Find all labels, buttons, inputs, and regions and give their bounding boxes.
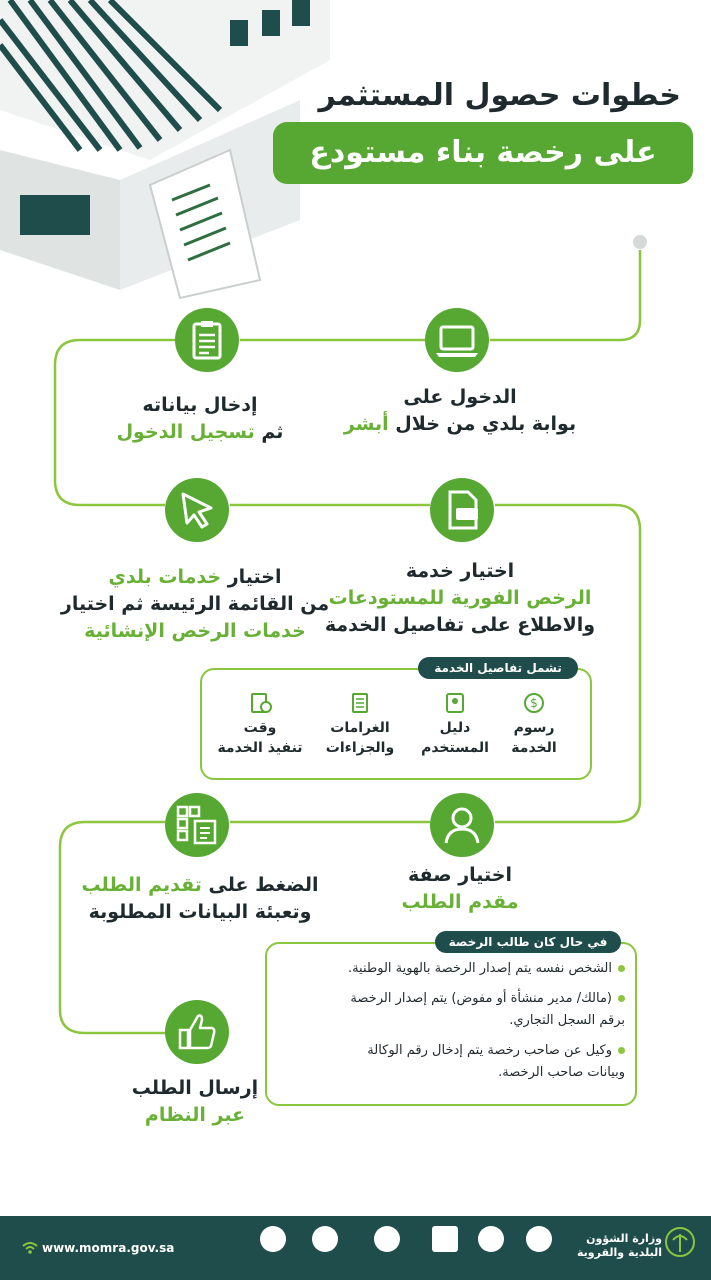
cursor-icon (165, 478, 229, 542)
palm-emblem-icon (665, 1226, 695, 1260)
svg-text:$: $ (530, 696, 538, 710)
list-item: الشخص نفسه يتم إصدار الرخصة بالهوية الوطنية. (275, 958, 625, 980)
document-icon (315, 692, 405, 714)
list-item: وكيل عن صاحب رخصة يتم إدخال رقم الوكالة وبيانات صاحب الرخصة. (367, 1043, 625, 1080)
step-6: الضغط على تقديم الطلب وتعبئة البيانات المطلوبة (81, 874, 319, 923)
service-item-time: وقت تنفيذ الخدمة (210, 692, 310, 758)
step-2: إدخال بياناته ثم تسجيل الدخول (116, 394, 284, 443)
list-item: (مالك/ مدير منشأة أو مفوض) يتم إصدار الرخصة برقم السجل التجاري. (350, 991, 625, 1028)
clipboard-clock-icon (210, 692, 310, 714)
service-item-fees: $ رسوم الخدمة (498, 692, 570, 758)
step-4: اختيار خدمات بلدي من القائمة الرئيسة ثم اختيار خدمات الرخص الإنشائية (60, 566, 330, 642)
applicant-cases-tag: في حال كان طالب الرخصة (435, 931, 621, 953)
clipboard-icon (175, 308, 239, 372)
footer-url[interactable]: www.momra.gov.sa (42, 1241, 175, 1255)
civil-defense-logo (478, 1226, 504, 1252)
service-item-guide: دليل المستخدم (410, 692, 500, 758)
service-details-tag: تشمل تفاصيل الخدمة (418, 657, 578, 679)
step-5: اختيار صفة مقدم الطلب (401, 864, 519, 913)
nwc-logo (260, 1226, 286, 1252)
page-subtitle: على رخصة بناء مستودع (273, 122, 693, 184)
thumbs-up-icon (165, 1000, 229, 1064)
ministry-logo (374, 1226, 400, 1252)
checklist-icon (165, 793, 229, 857)
wifi-icon (22, 1241, 38, 1255)
ministry-name: وزارة الشؤون البلدية والقروية (576, 1232, 662, 1259)
balady-logo (526, 1226, 552, 1252)
dollar-icon (498, 692, 570, 714)
applicant-cases-list (275, 958, 625, 1084)
service-item-fines: الغرامات والجزاءات (315, 692, 405, 758)
laptop-icon (425, 308, 489, 372)
step-7: إرسال الطلب عبر النظام (131, 1077, 259, 1126)
user-icon (430, 793, 494, 857)
user-guide-icon (410, 692, 500, 714)
building-logo (432, 1226, 458, 1252)
step-1: الدخول على بوابة بلدي من خلال أبشر (343, 386, 577, 435)
page-title: خطوات حصول المستثمر (318, 78, 681, 113)
electricity-logo (312, 1226, 338, 1252)
file-icon (430, 478, 494, 542)
step-3: اختيار خدمة الرخص الفورية للمستودعات والاطلاع على تفاصيل الخدمة (324, 560, 596, 636)
